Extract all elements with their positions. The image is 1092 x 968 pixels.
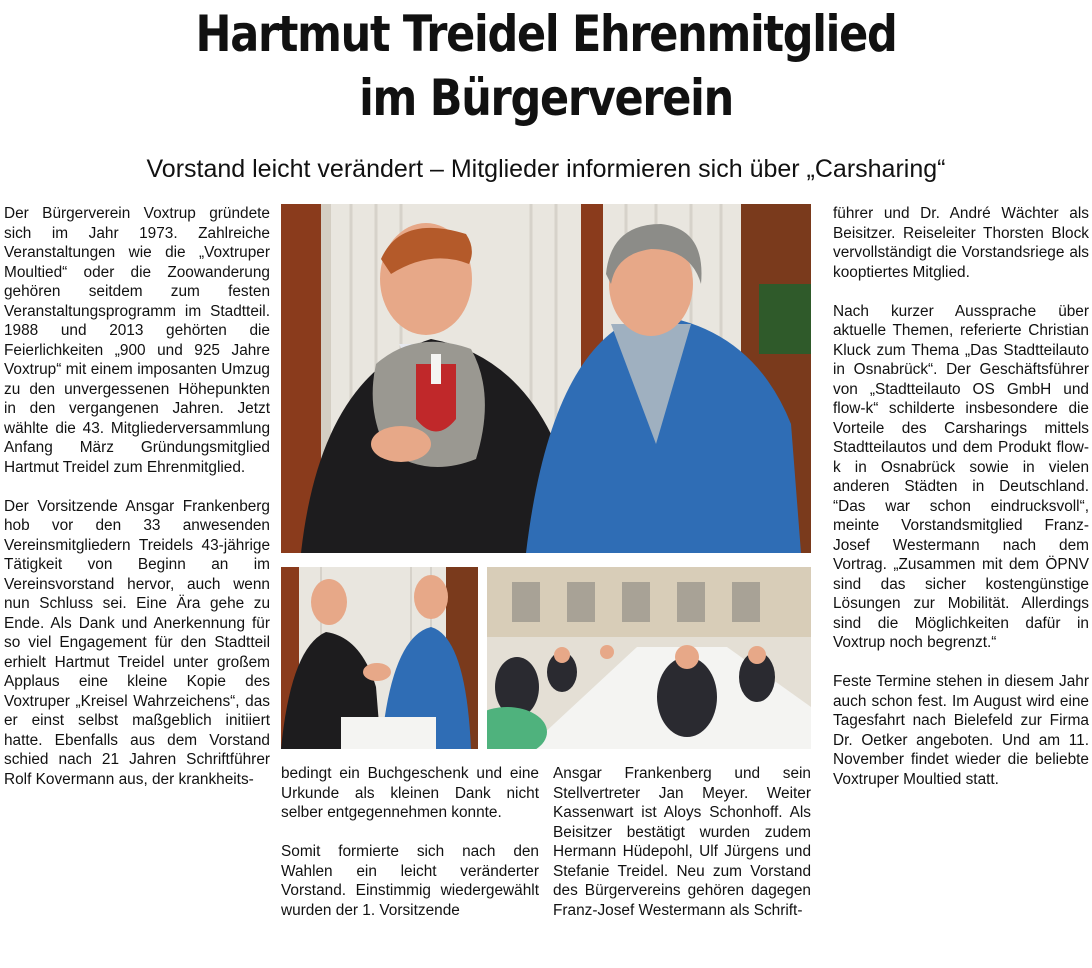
paragraph: Der Bürgerverein Voxtrup gründete sich im Jahr 1973. Zahlreiche Veranstaltungen wie die „Voxtruper Moultied“ oder die Zoowanderung gehören seitdem zum festen Veranstaltungsprogramm im Stadtteil. 1988 und 2013 gehörten die Feierlichkeiten „900 und 925 Jahre Voxtrup“ mit einem imposanten Umzug zu den unvergessenen Höhepunkten in den vergangenen Jahren. Jetzt wählte die 43. Mitgliederversammlung Anfang März Gründungsmitglied Hartmut Treidel zum Ehrenmitglied. — [4, 205, 270, 476]
photo-assembly-hall — [487, 567, 811, 749]
paragraph: Nach kurzer Aussprache über aktuelle Themen, referierte Christian Kluck zum Thema „Das Stadtteilauto in Osnabrück“. Der Geschäftsführer von „Stadtteilauto OS GmbH und flow-k“ schilderte insbesondere die Vorteile des Carsharings mittels Stadtteilautos und dem Produkt flow-k in Osnabrück sowie in vielen anderen Städten in Deutschland. “Das war schon eindrucksvoll“, meinte Vorstandsmitglied Franz-Josef Westermann nach dem Vortrag. „Zusammen mit dem ÖPNV sind das sicher kostengünstige Lösungen zur Mobilität. Allerdings sind die Möglichkeiten dafür in Voxtrup noch begrenzt.“ — [833, 302, 1089, 651]
article-column-1 — [4, 204, 270, 789]
paragraph: Ansgar Frankenberg und sein Stellvertreter Jan Meyer. Weiter Kassenwart ist Aloys Schonhoff. Als Beisitzer bestätigt wurden zudem Hermann Hüdepohl, Ulf Jürgens und Stefanie Treidel. Neu zum Vorstand des Bürgervereins gehören dagegen Franz-Josef Westermann als Schrift- — [553, 765, 811, 919]
article-column-4 — [833, 204, 1089, 789]
article-column-2 — [281, 764, 539, 920]
paragraph: Der Vorsitzende Ansgar Frankenberg hob vor den 33 anwesenden Vereinsmitgliedern Treidels 43-jährige Tätigkeit von Beginn an im Vereinsvorstand hervor, auch wenn nun Schluss sei. Eine Ära gehe zu Ende. Als Dank und Anerkennung für so viel Engagement für den Stadtteil erhielt Hartmut Treidel unter großem Applaus eine kleine Kopie des Voxtruper „Kreisel Wahrzeichens“, das er einst selbst maßgeblich initiiert hatte. Ebenfalls aus dem Vorstand schied nach 21 Jahren Schriftführer Rolf Kovermann aus, der krankheits- — [4, 497, 270, 788]
subheadline: Vorstand leicht verändert – Mitglieder informieren sich über „Carsharing“ — [146, 155, 946, 183]
article-column-3 — [553, 764, 811, 920]
photo-handshake — [281, 567, 478, 749]
headline-text — [76, 2, 1015, 130]
headline-line-2: im Bürgerverein — [359, 69, 733, 127]
paragraph: Somit formierte sich nach den Wahlen ein leicht veränderter Vorstand. Einstimmig wiedergewählt wurden der 1. Vorsitzende — [281, 843, 539, 919]
photo-award-handover — [281, 204, 811, 553]
headline-line-1: Hartmut Treidel Ehrenmitglied — [195, 5, 897, 63]
paragraph: führer und Dr. André Wächter als Beisitzer. Reiseleiter Thorsten Block vervollständigt die Vorstandsriege als kooptiertes Mitglied. — [833, 205, 1089, 281]
paragraph: bedingt ein Buchgeschenk und eine Urkunde als kleinen Dank nicht selber entgegennehmen konnte. — [281, 765, 539, 821]
paragraph: Feste Termine stehen in diesem Jahr auch schon fest. Im August wird eine Tagesfahrt nach Bielefeld zur Firma Dr. Oetker angeboten. Und am 11. November findet wieder die beliebte Voxtruper Moultied statt. — [833, 673, 1089, 788]
